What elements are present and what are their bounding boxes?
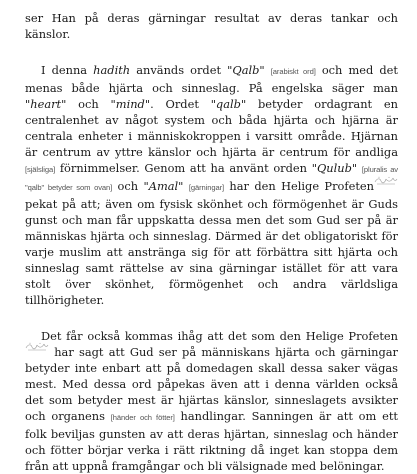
paragraph-0-text: ser Han på deras gärningar resultat av deras tankar och känslor. (25, 11, 398, 41)
term-qalb: "qalb" (210, 97, 247, 111)
term-hadith: hadith (93, 63, 131, 77)
term-qulub: "Qulub" (311, 161, 358, 175)
paragraph-0 (25, 10, 398, 42)
term-heart: "heart" (25, 97, 67, 111)
document-page (25, 10, 398, 474)
translator-note: [gärningar] (188, 183, 225, 192)
paragraph-2 (25, 328, 398, 474)
term-mind: "mind" (110, 97, 151, 111)
text-run: och (112, 179, 144, 193)
text-run: pekat på att; även om fysisk skönhet och förmögenhet är Guds gunst och man får uppskatta dessa men det som Gud ser på är människas hjärta och sinneslag. Därmed är det obligatoriskt för varje muslim att anstränga sig för att förbättra sitt hjärta och sinneslag samt rättelse av sina gärningar istället för att vara stolt över skönhet, förmögenhet och andra världsliga tillhörigheter. (25, 197, 398, 307)
term-qalb: "Qalb" (227, 63, 265, 77)
benediction-icon (25, 342, 49, 351)
text-run: betyder ordagrant en centralenhet av något system och båda hjärta och hjärna är centrala enheter i människokroppen i varsitt område. Hjärnan är centrum av yttre känslor och hjärta är centrum för andliga (25, 97, 398, 159)
translator-note: [arabiskt ord] (270, 67, 316, 76)
text-run: handlingar. Sanningen är att om ett folk beviljas gunsten av att deras hjärtan, sinneslag och händer och fötter börjar verka i rätt riktning då inget kan stoppa dem från att uppnå framgångar och bli välsignade med belöningar. (25, 409, 398, 473)
text-run: används ordet (130, 63, 228, 77)
paragraph-1 (25, 62, 398, 308)
text-run: förnimmelser. Genom att ha använt orden (55, 161, 312, 175)
translator-note: [själsliga] (25, 165, 56, 174)
paragraph-gap (25, 308, 398, 328)
text-run: och (66, 97, 111, 111)
text-run: Det får också kommas ihåg att det som den Helige Profeten (41, 329, 398, 343)
text-run: har den Helige Profeten (224, 179, 375, 193)
translator-note: [händer och fötter] (110, 413, 175, 422)
paragraph-gap (25, 42, 398, 62)
text-run: och med det menas både hjärta och sinneslag. På engelska säger man (25, 63, 398, 95)
text-run: I denna (41, 63, 94, 77)
text-run: har sagt att Gud ser på människans hjärta och gärningar betyder inte enbart att på domedagen skall dessa saker vägas mest. Med dessa ord påpekas även att i denna världen också det som betyder mest är hjärtas känslor, sinneslagets avsikter och organens (25, 345, 398, 423)
translator-note: [pluralis av "qalb" betyder som ovan] (25, 165, 399, 192)
benediction-icon (374, 176, 398, 185)
text-run: . Ordet (150, 97, 211, 111)
term-amal: "Amal" (143, 179, 184, 193)
